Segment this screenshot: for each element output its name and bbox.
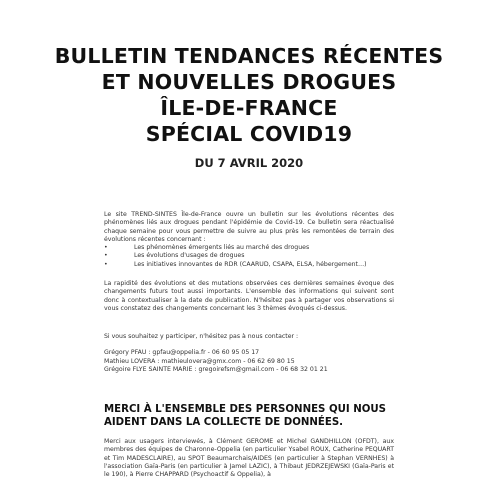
acknowledgements-paragraph: Merci aux usagers interviewés, à Clément GEROME et Michel GANDHILLON (OFDT), aux membres des équipes de Charonne-Oppelia (en particulier Ysabel ROUX, Catherine PEQUART et Tim MADESCLAIRE), au SPOT Beaumarchais/AIDES (en particulier à Stephan VERNHES) à l'association Gaïa-Paris (en particulier à Jamel LAZIC), à Thibaut JEDRZEJEWSKI (Gaïa-Paris et le 190), à Pierre CHAPPARD (Psychoactif & Oppelia), à — [104, 438, 394, 479]
context-paragraph: La rapidité des évolutions et des mutations observées ces dernières semaines évoque des changements futurs tout aussi importants. L'ensemble des informations qui suivent sont donc à contextualiser à la date de publication. N'hésitez pas à partager vos observations si vous constatez des changements concernant les 3 thèmes évoqués ci-dessus. — [104, 280, 394, 312]
contact-line: Grégoire FLYE SAINTE MARIE : gregoirefsm@gmail.com - 06 68 32 01 21 — [104, 366, 328, 374]
list-item — [104, 261, 367, 269]
list-item — [104, 252, 367, 260]
bulletin-date: DU 7 AVRIL 2020 — [194, 156, 304, 170]
topics-list — [104, 244, 367, 269]
title-line-4: SPÉCIAL COVID19 — [145, 122, 353, 146]
title-line-3: ÎLE-DE-FRANCE — [160, 96, 338, 120]
thanks-heading: MERCI À L'ENSEMBLE DES PERSONNES QUI NOUS AIDENT DANS LA COLLECTE DE DONNÉES. — [104, 404, 387, 428]
intro-paragraph: Le site TREND-SINTES Île-de-France ouvre un bulletin sur les évolutions récentes des phénomènes liés aux drogues pendant l'épidémie de Covid-19. Ce bulletin sera réactualisé chaque semaine pour vous permettre de suivre au plus près les remontées de terrain des évolutions récentes concernant : — [104, 211, 394, 243]
list-item-text: Les phénomènes émergents liés au marché des drogues — [134, 244, 310, 251]
bullet-marker: • — [104, 244, 108, 251]
contact-line: Mathieu LOVERA : mathieulovera@gmx.com - 06 62 69 80 15 — [104, 357, 295, 365]
bullet-marker: • — [104, 252, 108, 260]
contact-line: Grégory PFAU : gpfau@oppelia.fr - 06 60 95 05 17 — [104, 349, 260, 356]
list-item-text: Les évolutions d'usages de drogues — [134, 252, 245, 260]
contacts-list — [104, 349, 328, 375]
bullet-marker: • — [104, 260, 108, 268]
list-item-text: Les initiatives innovantes de RDR (CAARUD, CSAPA, ELSA, hébergement…) — [134, 260, 367, 268]
contact-invite-paragraph: Si vous souhaitez y participer, n'hésitez pas à nous contacter : — [104, 333, 299, 340]
title-line-1: BULLETIN TENDANCES RÉCENTES — [54, 44, 444, 68]
title-line-2: ET NOUVELLES DROGUES — [101, 70, 397, 94]
